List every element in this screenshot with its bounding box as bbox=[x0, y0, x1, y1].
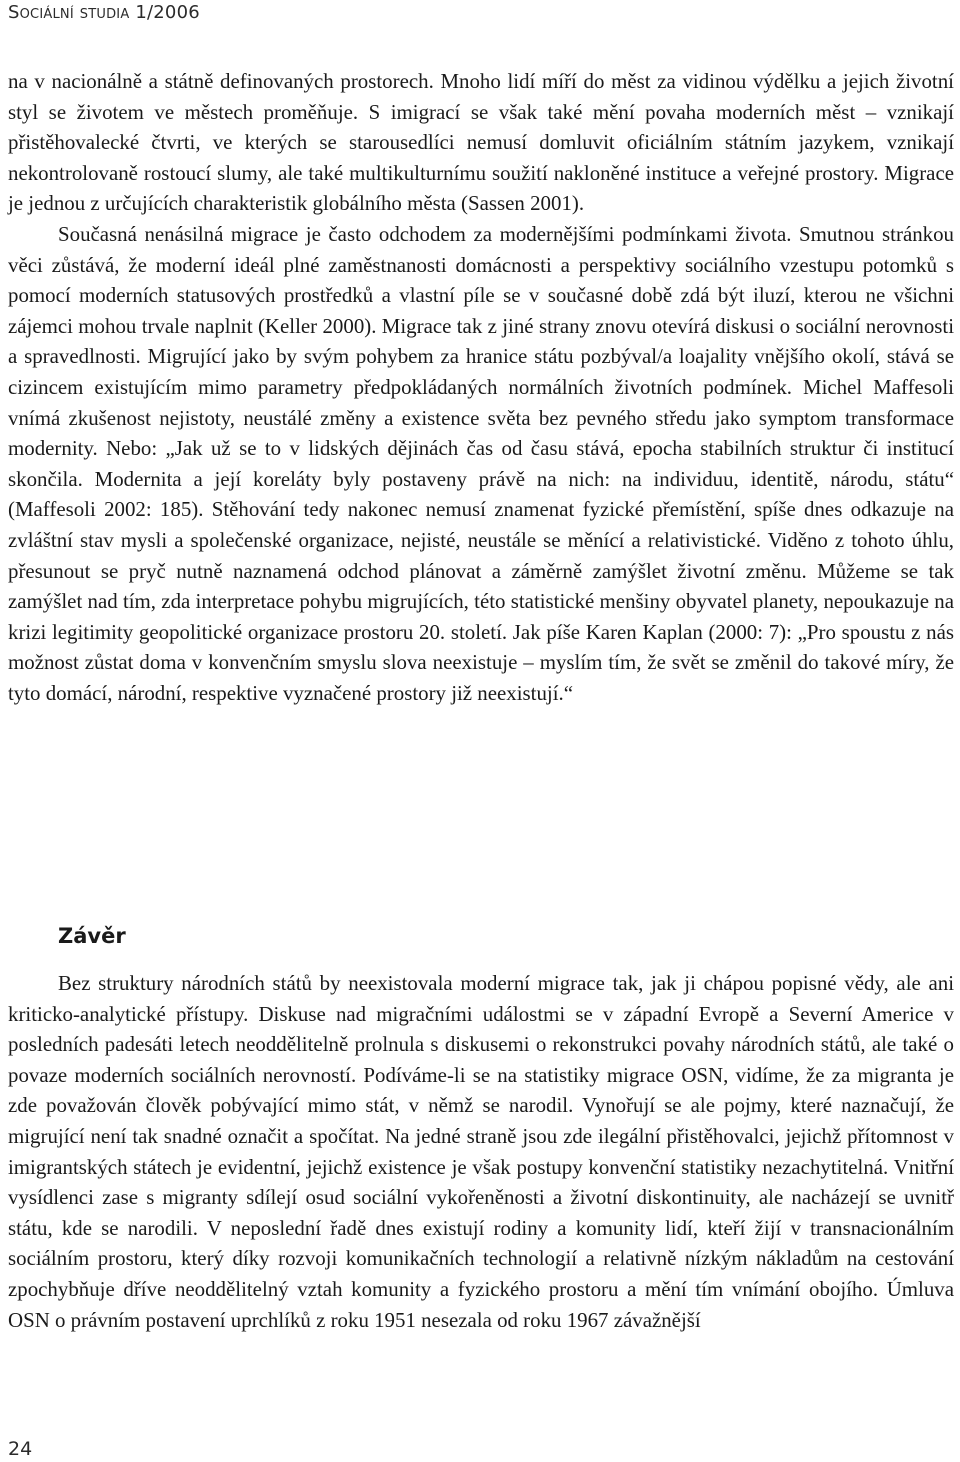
paragraph: Bez struktury národních států by neexistovala moderní migrace tak, jak ji chápou popisné vědy, ale ani kriticko-analytické přístupy. Diskuse nad migračními událostmi se v západní Evropě a Severní Americe v posledních padesáti letech neoddělitelně prolnula s diskusemi o rekonstrukci povahy národních států, ale také o povaze moderních sociálních nerovností. Podíváme-li se na statistiky migrace OSN, vidíme, že za migranta je zde považován člověk pobývající mimo stát, v němž se narodil. Vynořují se ale pojmy, které naznačují, že migrující není tak snadné označit a spočítat. Na jedné straně jsou zde ilegální přistěhovalci, jejichž přítomnost v imigrantských státech je evidentní, jejichž existence je však postupy konvenční statistiky nezachytitelná. Vnitřní vysídlenci zase s migranty sdílejí osud sociální vykořeněnosti a životní diskontinuity, ale nacházejí se uvnitř státu, kde se narodili. V neposlední řadě dnes existují rodiny a komunity lidí, kteří žijí v transnacionálním sociálním prostoru, který díky rozvoji komunikačních technologií a relativně nízkým nákladům na cestování zpochybňuje dříve neoddělitelný vztah komunity a fyzického prostoru a mění tím vnímání obojího. Úmluva OSN o právním postavení uprchlíků z roku 1951 nesezala od roku 1967 závažnější bbox=[8, 971, 954, 1332]
running-header: Sociální studia 1/2006 bbox=[8, 2, 200, 23]
page-number: 24 bbox=[8, 1438, 33, 1460]
paragraph: Současná nenásilná migrace je často odchodem za modernějšími podmínkami života. Smutnou stránkou věci zůstává, že moderní ideál plné zaměstnanosti domácnosti a perspektivy sociálního vzestupu potomků s pomocí moderních statusových prostředků a vlastní píle se v současné době zdá být iluzí, kterou ne všichni zájemci mohou trvale naplnit (Keller 2000). Migrace tak z jiné strany znovu otevírá diskusi o sociální nerovnosti a spravedlnosti. Migrující jako by svým pohybem za hranice státu pozbýval/a loajality vnějšího okolí, stává se cizincem existujícím mimo parametry předpokládaných normálních životních podmínek. Michel Maffesoli vnímá zkušenost nejistoty, neustálé změny a existence světa bez pevného středu jako symptom transformace modernity. Nebo: „Jak už se to v lidských dějinách čas od času stává, epocha stabilních struktur či institucí skončila. Modernita a její koreláty byly postaveny právě na nich: na individuu, identitě, národu, státu“ (Maffesoli 2002: 185). Stěhování tedy nakonec nemusí znamenat fyzické přemístění, spíše dnes odkazuje na zvláštní stav mysli a společenské organizace, nejisté, neustále se měnící a relativistické. Viděno z tohoto úhlu, přesunout se pryč nutně naznamená odchod plánovat a záměrně zamýšlet životní změnu. Můžeme se tak zamýšlet nad tím, zda interpretace pohybu migrujících, této statistické menšiny obyvatel planety, nepoukazuje na krizi legitimity geopolitické organizace prostoru 20. století. Jak píše Karen Kaplan (2000: 7): „Pro spoustu z nás možnost zůstat doma v konvenčním smyslu slova neexistuje – myslím tím, že svět se změnil do takové míry, že tyto domácí, národní, respektive vyznačené prostory již neexistují.“ bbox=[8, 221, 954, 705]
paragraph: na v nacionálně a státně definovaných prostorech. Mnoho lidí míří do měst za vidinou výdělku a jejich životní styl se životem ve městech proměňuje. S imigrací se však také mění povaha moderních měst – vznikají přistěhovalecké čtvrti, ve kterých se starousedlíci nemusí domluvit oficiálním státním jazykem, vznikají nekontrolovaně rostoucí slumy, ale také multikulturnímu soužití nakloněné instituce a veřejné prostory. Migrace je jednou z určujících charakteristik globálního města (Sassen 2001). bbox=[8, 69, 954, 216]
section-heading: Závěr bbox=[58, 924, 126, 948]
body-text-section-2 bbox=[8, 968, 954, 1335]
body-text-section-1 bbox=[8, 66, 954, 708]
